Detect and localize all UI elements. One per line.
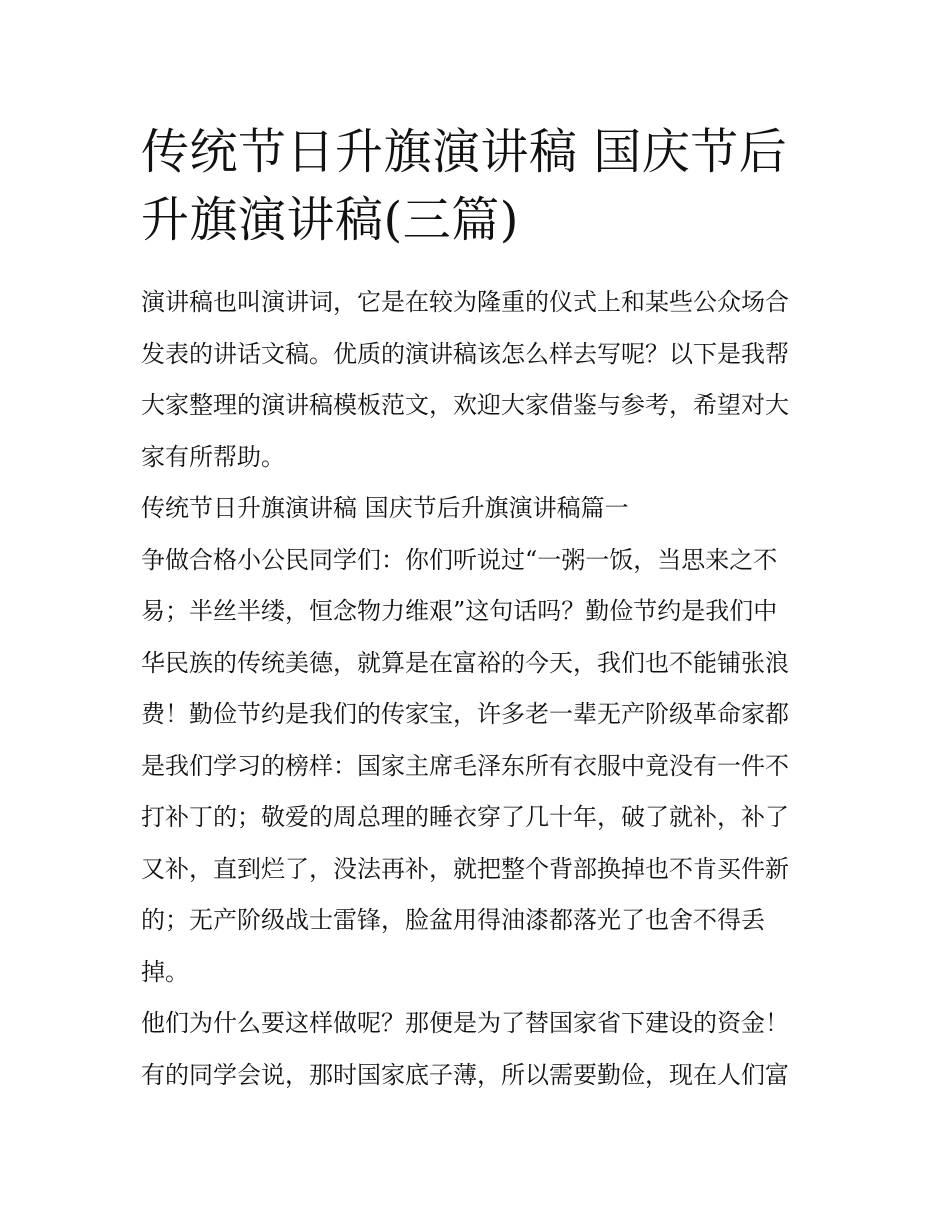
body-line: 他们为什么要这样做呢？那便是为了替国家省下建设的资金！ [141, 1009, 789, 1037]
section-heading: 传统节日升旗演讲稿 国庆节后升旗演讲稿篇一 [141, 494, 629, 522]
body-line: 是我们学习的榜样：国家主席毛泽东所有衣服中竟没有一件不 [141, 751, 789, 780]
body-line: 争做合格小公民同学们：你们听说过“一粥一饭，当思来之不 [141, 545, 778, 574]
document-title [141, 118, 813, 254]
body-line: 打补丁的；敬爱的周总理的睡衣穿了几十年，破了就补，补了 [141, 803, 789, 831]
title-line: 传统节日升旗演讲稿 国庆节后 [141, 124, 788, 180]
body-line: 易；半丝半缕，恒念物力维艰”这句话吗？勤俭节约是我们中 [141, 597, 778, 625]
title-line: 升旗演讲稿(三篇) [141, 192, 519, 248]
body-line: 掉。 [141, 957, 189, 986]
intro-line: 演讲稿也叫演讲词，它是在较为隆重的仪式上和某些公众场合 [141, 288, 789, 316]
body-line: 的；无产阶级战士雷锋，脸盆用得油漆都落光了也舍不得丢 [141, 906, 765, 934]
intro-line: 家有所帮助。 [141, 442, 285, 471]
body-line: 华民族的传统美德，就算是在富裕的今天，我们也不能铺张浪 [141, 648, 789, 677]
document-content [141, 118, 813, 1101]
intro-line: 大家整理的演讲稿模板范文，欢迎大家借鉴与参考，希望对大 [141, 391, 789, 419]
body-line: 有的同学会说，那时国家底子薄，所以需要勤俭，现在人们富 [141, 1060, 789, 1089]
intro-line: 发表的讲话文稿。优质的演讲稿该怎么样去写呢？以下是我帮 [141, 339, 789, 368]
body-line: 又补，直到烂了，没法再补，就把整个背部换掉也不肯买件新 [141, 854, 789, 883]
document-body [141, 277, 813, 1101]
body-line: 费！勤俭节约是我们的传家宝，许多老一辈无产阶级革命家都 [141, 700, 789, 728]
